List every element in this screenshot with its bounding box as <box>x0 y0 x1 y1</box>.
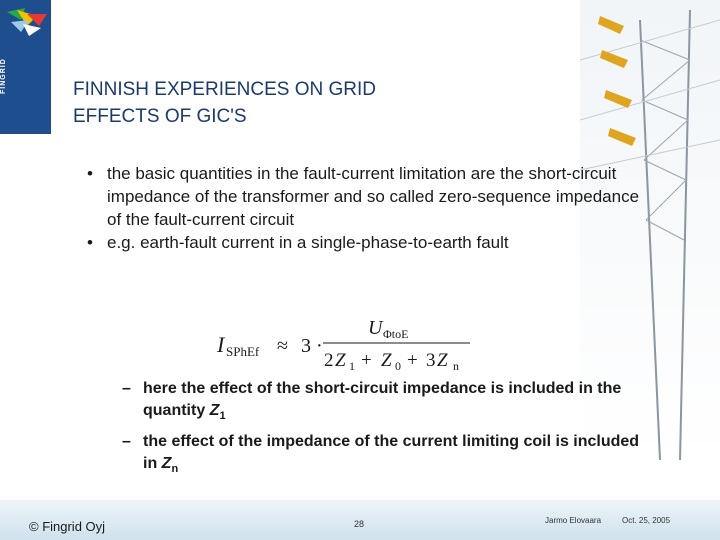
sub-bullet-dash: – <box>122 380 131 397</box>
sub-bullet-item <box>120 378 640 427</box>
bullet-list <box>86 162 656 254</box>
sub-bullet-item <box>120 431 640 480</box>
formula-den-var: Z <box>437 350 448 371</box>
formula-den-sub: 0 <box>395 359 401 372</box>
sub-bullet-var: Z <box>161 455 172 473</box>
sub-bullet-text: the effect of the impedance of the current limiting coil is included in <box>143 433 640 473</box>
formula-den-sub: 1 <box>349 359 355 372</box>
fingrid-logo-icon <box>3 6 49 46</box>
logo-bar <box>0 0 51 134</box>
footer-date: Oct. 25, 2005 <box>622 516 671 525</box>
sub-bullet-sub: 1 <box>219 410 226 423</box>
formula-factor: 3 · <box>301 335 323 357</box>
page-title <box>73 76 493 130</box>
bullet-dot: • <box>87 164 93 183</box>
formula-numerator-sub: ΦtoE <box>383 327 409 341</box>
sub-bullet-list <box>120 378 640 484</box>
footer-page-number: 28 <box>354 519 365 529</box>
sub-bullet-text: here the effect of the short-circuit impedance is included in the quantity <box>143 380 622 419</box>
formula-den-coef: 2 <box>324 350 334 371</box>
bullet-dot: • <box>87 233 93 252</box>
formula-den-var: Z <box>335 350 346 371</box>
earth-fault-formula <box>215 312 485 372</box>
footer-author: Jarmo Elovaara <box>545 516 602 525</box>
formula-den-plus: + <box>407 350 418 371</box>
bullet-item <box>86 231 656 254</box>
sub-bullet-var: Z <box>209 402 220 419</box>
bullet-item <box>86 162 656 231</box>
formula-den-plus: + <box>361 350 372 371</box>
formula-den-sub: n <box>453 359 459 372</box>
title-line-1: FINNISH EXPERIENCES ON GRID <box>73 79 376 100</box>
formula-numerator-var: U <box>368 317 383 339</box>
sub-bullet-dash: – <box>122 433 131 451</box>
formula-lhs-var: I <box>217 332 225 357</box>
bullet-text: e.g. earth-fault current in a single-phase-to-earth fault <box>107 233 509 252</box>
title-line-2: EFFECTS OF GIC'S <box>73 106 247 127</box>
logo-text: FINGRID <box>0 58 7 94</box>
bullet-text: the basic quantities in the fault-current limitation are the short-circuit impedance of the transformer and so called zero-sequence impedance of the fault-current circuit <box>107 164 640 229</box>
sub-bullet-sub: n <box>171 463 179 476</box>
formula-den-coef: 3 <box>426 350 436 371</box>
footer-copyright: © Fingrid Oyj <box>29 519 106 534</box>
formula-den-var: Z <box>381 350 392 371</box>
formula-lhs-sub: SPhEf <box>226 344 260 359</box>
formula-approx: ≈ <box>277 335 288 357</box>
